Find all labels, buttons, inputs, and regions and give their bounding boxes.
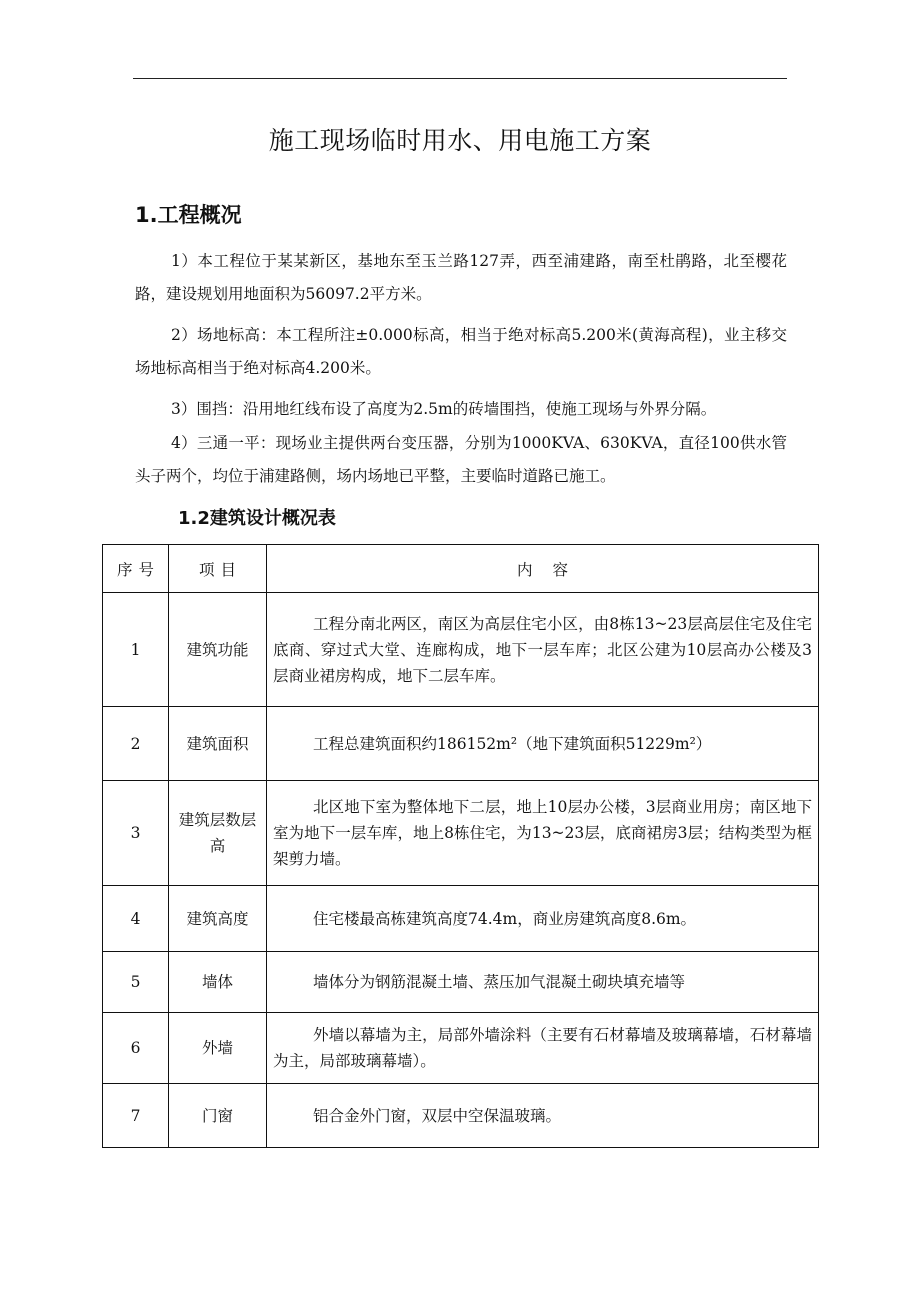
row-content-text: 住宅楼最高栋建筑高度74.4m，商业房建筑高度8.6m。 <box>313 909 697 928</box>
row-seq: 7 <box>103 1084 169 1148</box>
row-seq: 1 <box>103 593 169 707</box>
row-content-text: 墙体分为钢筋混凝土墙、蒸压加气混凝土砌块填充墙等 <box>313 973 686 991</box>
table-row <box>103 707 819 781</box>
row-item <box>169 952 267 1013</box>
row-seq: 5 <box>103 952 169 1013</box>
row-item <box>169 781 267 886</box>
row-item-label: 建筑高度 <box>186 909 249 928</box>
header-item <box>169 545 267 593</box>
paragraph-enclosure: 3）围挡：沿用地红线布设了高度为2.5m的砖墙围挡，使施工现场与外界分隔。 <box>171 400 717 418</box>
subheading-design-table: 1.2建筑设计概况表 <box>178 508 336 529</box>
row-item-label: 墙体 <box>201 973 233 991</box>
section-heading-overview: 1.工程概况 <box>135 203 242 227</box>
document-title: 施工现场临时用水、用电施工方案 <box>268 126 652 155</box>
row-seq: 2 <box>103 707 169 781</box>
table-row <box>103 1013 819 1084</box>
paragraph-location: 1）本工程位于某某新区，基地东至玉兰路127弄，西至浦建路，南至杜鹃路，北至樱花路，建设规划用地面积为56097.2平方米。 <box>135 252 787 303</box>
header-seq <box>103 545 169 593</box>
header-seq-label: 序号 <box>116 560 160 579</box>
header-content-label: 内容 <box>516 560 588 579</box>
header-item-label: 项目 <box>198 560 242 579</box>
row-item <box>169 1084 267 1148</box>
paragraph-elevation: 2）场地标高：本工程所注±0.000标高，相当于绝对标高5.200米(黄海高程)，业主移交场地标高相当于绝对标高4.200米。 <box>135 326 787 377</box>
row-item-label: 建筑面积 <box>186 734 249 753</box>
row-item-label: 门窗 <box>201 1106 233 1125</box>
row-content-text: 外墙以幕墙为主，局部外墙涂料（主要有石材幕墙及玻璃幕墙，石材幕墙为主，局部玻璃幕墙）。 <box>273 1026 812 1070</box>
table-row <box>103 781 819 886</box>
row-content-text: 工程分南北两区，南区为高层住宅小区，由8栋13~23层高层住宅及住宅底商、穿过式大堂、连廊构成，地下一层车库；北区公建为10层高办公楼及3层商业裙房构成，地下二层车库。 <box>273 614 812 685</box>
row-content-text: 北区地下室为整体地下二层，地上10层办公楼，3层商业用房；南区地下室为地下一层车库，地上8栋住宅，为13~23层，底商裙房3层；结构类型为框架剪力墙。 <box>273 798 812 868</box>
row-content <box>267 1013 819 1084</box>
table-row <box>103 952 819 1013</box>
row-content <box>267 593 819 707</box>
row-content <box>267 952 819 1013</box>
table-row <box>103 886 819 952</box>
row-item <box>169 593 267 707</box>
header-content <box>267 545 819 593</box>
row-item-label: 建筑层数层高 <box>178 811 257 855</box>
row-item-label: 外墙 <box>201 1039 233 1057</box>
paragraph-site-prep: 4）三通一平：现场业主提供两台变压器，分别为1000KVA、630KVA，直径100供水管头子两个，均位于浦建路侧，场内场地已平整，主要临时道路已施工。 <box>135 434 787 485</box>
row-content <box>267 1084 819 1148</box>
row-seq: 6 <box>103 1013 169 1084</box>
row-item <box>169 1013 267 1084</box>
row-content <box>267 781 819 886</box>
table-row <box>103 1084 819 1148</box>
row-item <box>169 886 267 952</box>
row-content <box>267 707 819 781</box>
design-overview-table <box>102 544 819 1148</box>
row-seq: 3 <box>103 781 169 886</box>
row-item <box>169 707 267 781</box>
table-row <box>103 593 819 707</box>
table-header-row <box>103 545 819 593</box>
header-rule <box>133 78 787 79</box>
row-content-text: 工程总建筑面积约186152m²（地下建筑面积51229m²） <box>313 734 712 753</box>
row-item-label: 建筑功能 <box>186 640 249 659</box>
row-seq: 4 <box>103 886 169 952</box>
row-content <box>267 886 819 952</box>
row-content-text: 铝合金外门窗，双层中空保温玻璃。 <box>313 1106 562 1125</box>
